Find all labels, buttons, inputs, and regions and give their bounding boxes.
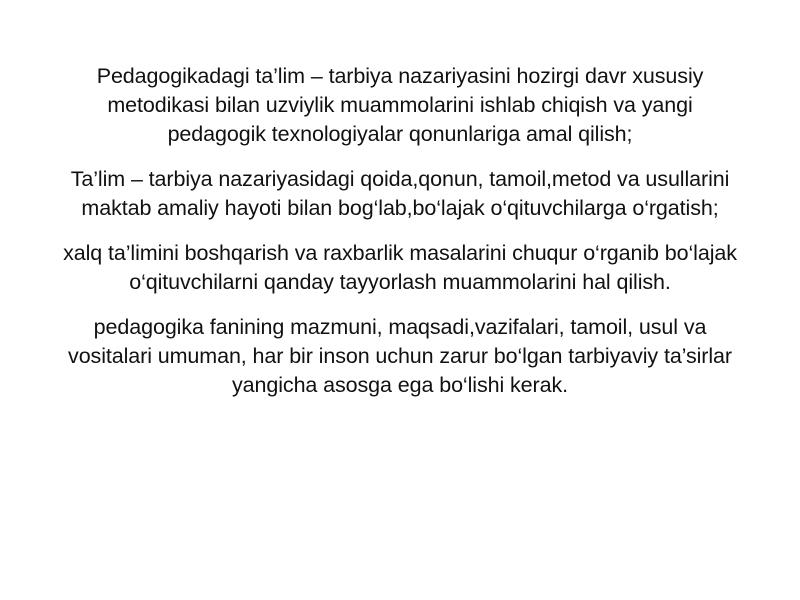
paragraph-2: Ta’lim – tarbiya nazariyasidagi qoida,qonun, tamoil,metod va usullarini maktab amaliy hayoti bilan bog‘lab,bo‘lajak o‘qituvchilarga o‘rgatish; — [70, 167, 730, 220]
paragraph-3: xalq ta’limini boshqarish va raxbarlik masalarini chuqur o‘rganib bo‘lajak o‘qituvchilarni qanday tayyorlash muammolarini hal qilish. — [63, 241, 737, 294]
paragraph-1: Pedagogikadagi ta’lim – tarbiya nazariyasini hozirgi davr xususiy metodikasi bilan uzviylik muammolarini ishlab chiqish va yangi pedagogik texnologiyalar qonunlariga amal qilish; — [96, 64, 704, 146]
paragraph-4: pedagogika fanining mazmuni, maqsadi,vazifalari, tamoil, usul va vositalari umuman, har bir inson uchun zarur bo‘lgan tarbiyaviy ta’sirlar yangicha asosga ega bo‘lishi kerak. — [68, 315, 732, 397]
